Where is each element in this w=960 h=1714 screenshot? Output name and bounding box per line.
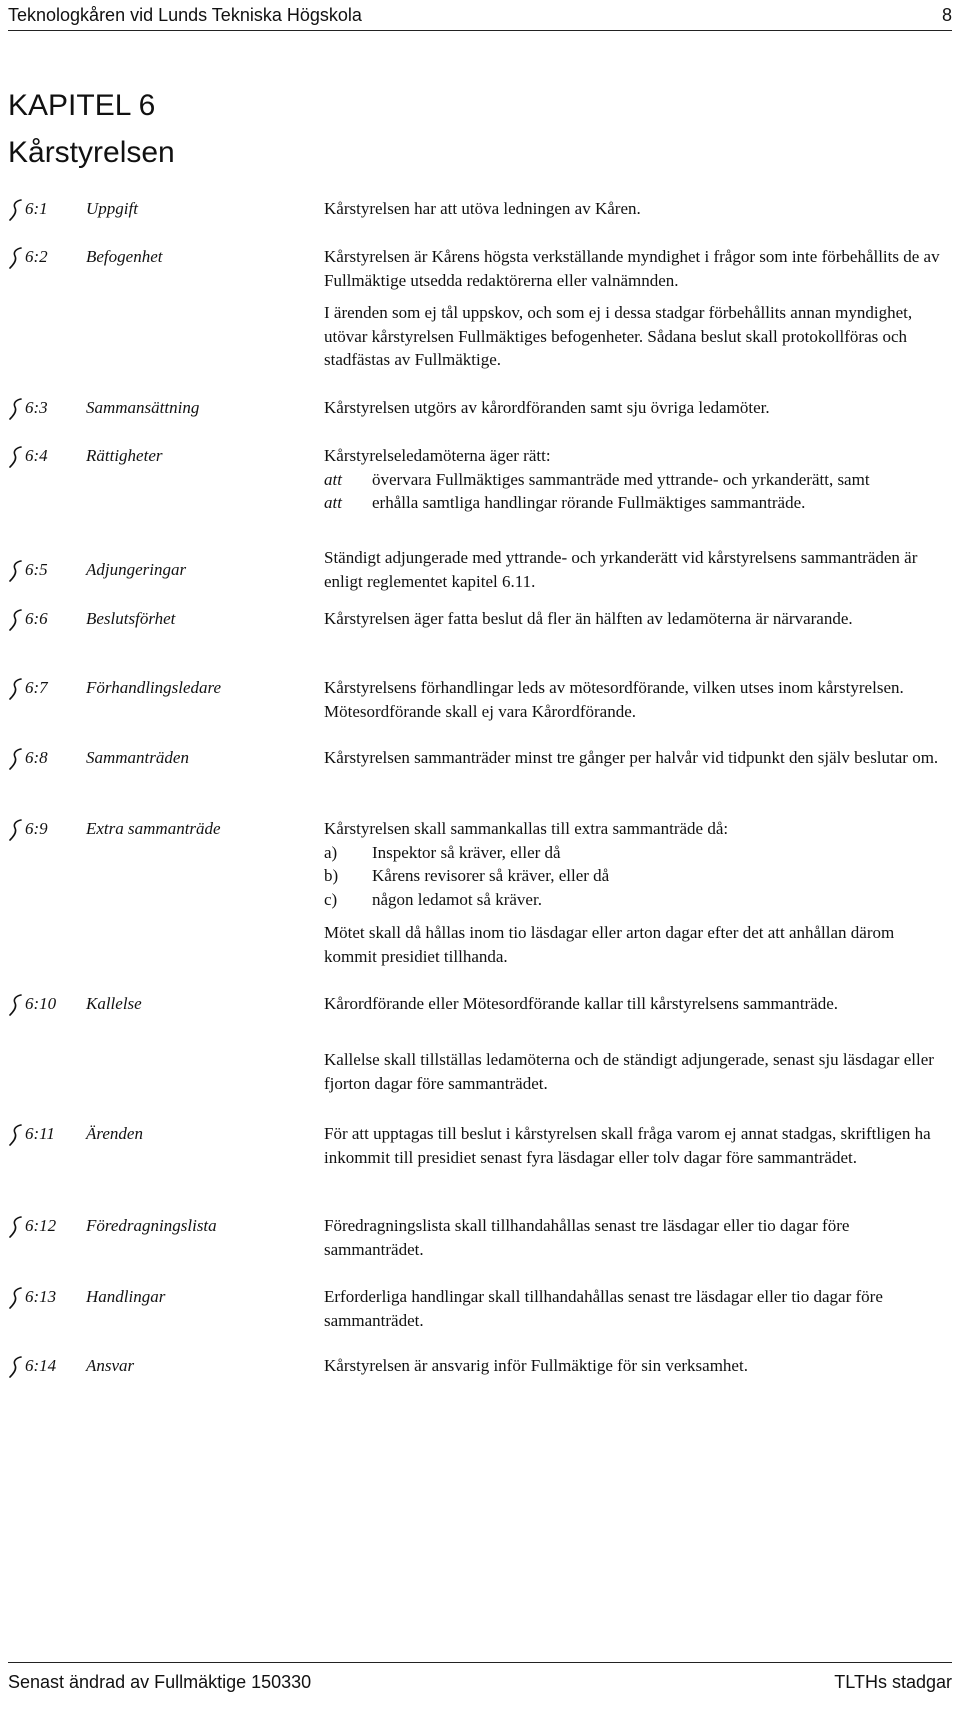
section-number: 6:10 [25, 994, 57, 1013]
section-title: Handlingar [86, 1287, 166, 1306]
section-paragraph: Ständigt adjungerade med yttrande- och yrkanderätt vid kårstyrelsens sammanträden är enligt reglementet kapitel 6.11. [324, 548, 918, 591]
list-item-text: erhålla samtliga handlingar rörande Fullmäktiges sammanträde. [372, 493, 806, 512]
section-number: 6:5 [25, 560, 48, 579]
section-paragraph: Kårstyrelsen utgörs av kårordföranden samt sju övriga ledamöter. [324, 398, 770, 417]
section-title: Ansvar [86, 1356, 135, 1375]
section-title: Ärenden [86, 1124, 143, 1143]
section-title: Förhandlingsledare [86, 678, 222, 697]
section-intro: Kårstyrelseledamöterna äger rätt: [324, 446, 551, 465]
list-item-text: övervara Fullmäktiges sammanträde med yttrande- och yrkanderätt, samt [372, 469, 870, 489]
section-title: Kallelse [86, 994, 142, 1013]
section-paragraph: Kårstyrelsen är ansvarig inför Fullmäktige för sin verksamhet. [324, 1356, 748, 1375]
section-paragraph: För att upptagas till beslut i kårstyrelsen skall fråga varom ej annat stadgas, skriftligen ha inkommit till presidiet senast fyra läsdagar eller tolv dagar före sammanträdet. [324, 1124, 931, 1167]
section-paragraph: Kårstyrelsens förhandlingar leds av mötesordförande, vilken utses inom kårstyrelsen. Mötesordförande skall ej vara Kårordförande. [324, 678, 904, 721]
section-paragraph: Kårstyrelsen sammanträder minst tre gånger per halvår vid tidpunkt den själv beslutar om. [324, 748, 939, 767]
section-number: 6:2 [25, 247, 48, 266]
section-number: 6:9 [25, 819, 48, 838]
section-number: 6:12 [25, 1216, 57, 1235]
section-title: Rättigheter [86, 446, 163, 465]
list-item [324, 468, 949, 492]
section-symbol-icon [8, 199, 24, 221]
section-paragraph: Kallelse skall tillställas ledamöterna och de ständigt adjungerade, senast sju läsdagar eller fjorton dagar före sammanträdet. [324, 1050, 934, 1093]
section-title: Föredragningslista [86, 1216, 217, 1235]
section-symbol-icon [8, 609, 24, 631]
section-paragraph: Kårordförande eller Mötesordförande kallar till kårstyrelsens sammanträde. [324, 994, 839, 1013]
section-number: 6:11 [25, 1124, 55, 1143]
list-item-label: att [324, 493, 342, 512]
list-item-label: att [324, 469, 342, 489]
page-footer [8, 1662, 952, 1701]
section-symbol-icon [8, 1287, 24, 1309]
chapter-number: KAPITEL 6 [8, 89, 156, 122]
list-item [324, 491, 949, 515]
list-item-label: b) [324, 866, 339, 885]
page-header [8, 0, 952, 31]
section-number: 6:8 [25, 748, 48, 767]
section-symbol-icon [8, 560, 24, 582]
section-paragraph: Kårstyrelsen har att utöva ledningen av Kåren. [324, 199, 641, 218]
section-number: 6:7 [25, 678, 48, 697]
section-number: 6:14 [25, 1356, 57, 1375]
section-symbol-icon [8, 1356, 24, 1378]
list-item [324, 841, 949, 865]
footer-last-changed: Senast ändrad av Fullmäktige 150330 [8, 1671, 312, 1692]
section-title: Adjungeringar [86, 560, 187, 579]
list-item-text: Inspektor så kräver, eller då [372, 842, 561, 862]
section-paragraph: I ärenden som ej tål uppskov, och som ej i dessa stadgar förbehållits annan myndighet, utövar kårstyrelsen Fullmäktiges befogenheter. Sådana beslut skall protokollföras och stadfästas av Fullmäktige. [324, 303, 913, 369]
section-intro: Kårstyrelsen skall sammankallas till extra sammanträde då: [324, 819, 729, 838]
section-number: 6:13 [25, 1287, 57, 1306]
section-number: 6:1 [25, 199, 48, 218]
section-title: Extra sammanträde [86, 819, 221, 838]
list-item [324, 888, 949, 912]
section-paragraph: Mötet skall då hållas inom tio läsdagar eller arton dagar efter det att anhållan därom kommit presidiet tillhanda. [324, 923, 895, 966]
section-symbol-icon [8, 678, 24, 700]
section-paragraph: Kårstyrelsen äger fatta beslut då fler än hälften av ledamöterna är närvarande. [324, 609, 853, 628]
section-symbol-icon [8, 1216, 24, 1238]
list-item [324, 864, 949, 888]
section-paragraph: Föredragningslista skall tillhandahållas senast tre läsdagar eller tio dagar före sammanträdet. [324, 1216, 850, 1259]
section-number: 6:3 [25, 398, 48, 417]
list-item-text: någon ledamot så kräver. [372, 889, 542, 909]
page-number: 8 [941, 4, 952, 25]
section-title: Befogenhet [86, 247, 163, 266]
section-title: Uppgift [86, 199, 138, 218]
footer-document-name: TLTHs stadgar [834, 1671, 952, 1692]
header-org-name: Teknologkåren vid Lunds Tekniska Högskola [8, 4, 362, 25]
section-symbol-icon [8, 994, 24, 1016]
chapter-heading [8, 82, 175, 176]
chapter-title: Kårstyrelsen [8, 136, 175, 169]
section-number: 6:6 [25, 609, 48, 628]
section-title: Sammansättning [86, 398, 200, 417]
section-symbol-icon [8, 819, 24, 841]
section-symbol-icon [8, 398, 24, 420]
list-item-label: c) [324, 889, 338, 909]
section-title: Beslutsförhet [86, 609, 176, 628]
section-symbol-icon [8, 247, 24, 269]
section-symbol-icon [8, 748, 24, 770]
section-paragraph: Kårstyrelsen är Kårens högsta verkställande myndighet i frågor som inte förbehållits de av Fullmäktige utsedda redaktörerna eller valnämnden. [324, 247, 940, 290]
section-title: Sammanträden [86, 748, 189, 767]
section-number: 6:4 [25, 446, 48, 465]
section-paragraph: Erforderliga handlingar skall tillhandahållas senast tre läsdagar eller tio dagar före sammanträdet. [324, 1287, 883, 1330]
section-symbol-icon [8, 1124, 24, 1146]
list-item-label: a) [324, 842, 338, 862]
section-symbol-icon [8, 446, 24, 468]
list-item-text: Kårens revisorer så kräver, eller då [372, 866, 610, 885]
